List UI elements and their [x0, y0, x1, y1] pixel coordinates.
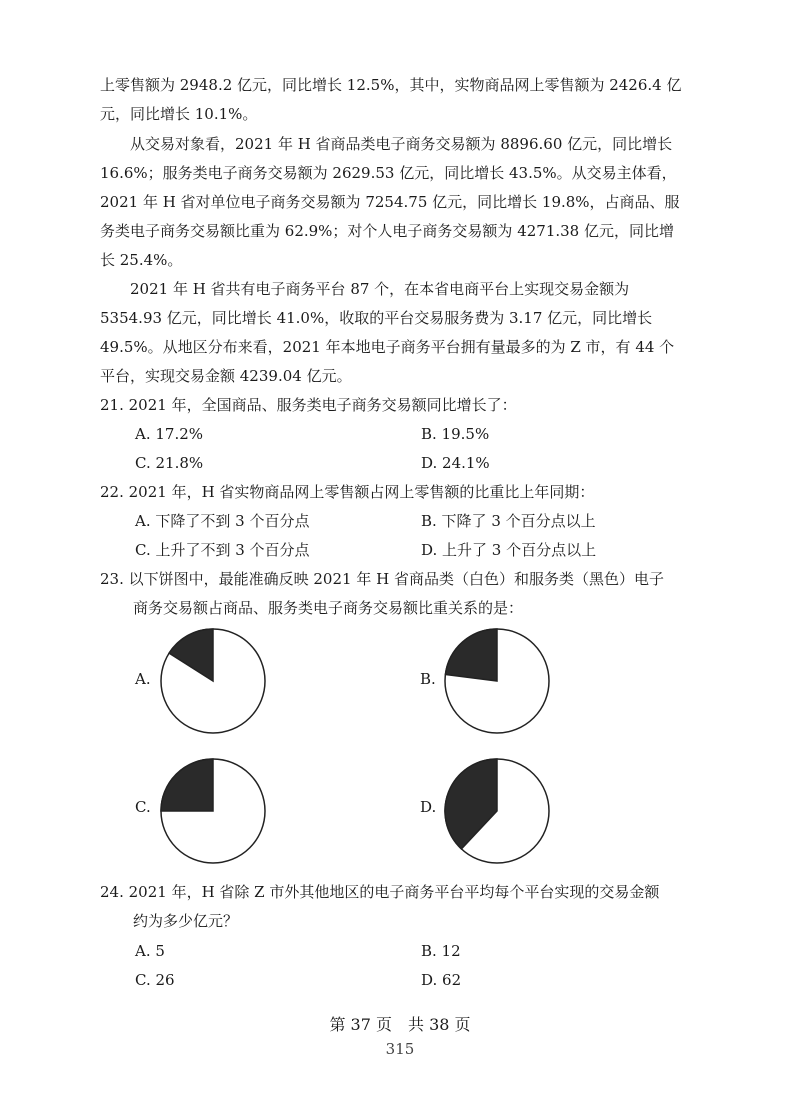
- question-24-option-a: A. 5: [135, 942, 165, 960]
- question-24-option-d: D. 62: [421, 971, 462, 989]
- page-indicator: 第 37 页 共 38 页: [329, 1015, 471, 1034]
- question-22-option-d: D. 上升了 3 个百分点以上: [421, 541, 597, 559]
- question-21-option-b: B. 19.5%: [421, 425, 490, 443]
- question-21-stem: 21. 2021 年，全国商品、服务类电子商务交易额同比增长了：: [100, 396, 517, 414]
- paragraph-1-line-1: 上零售额为 2948.2 亿元，同比增长 12.5%，其中，实物商品网上零售额为 2426.4 亿: [100, 76, 682, 94]
- pie-chart-b: [442, 626, 552, 736]
- page-number: 315: [385, 1040, 415, 1058]
- question-21-option-a: A. 17.2%: [135, 425, 204, 443]
- paragraph-2-line-1: 从交易对象看，2021 年 H 省商品类电子商务交易额为 8896.60 亿元，同比增长: [130, 135, 673, 153]
- question-21-option-c: C. 21.8%: [135, 454, 204, 472]
- paragraph-2-line-2: 16.6%；服务类电子商务交易额为 2629.53 亿元，同比增长 43.5%。从交易主体看，: [100, 164, 677, 182]
- question-22-option-a: A. 下降了不到 3 个百分点: [135, 512, 310, 530]
- pie-chart-c: [158, 756, 268, 866]
- question-23-stem-line-1: 23. 以下饼图中，最能准确反映 2021 年 H 省商品类（白色）和服务类（黑色）电子: [100, 570, 664, 588]
- pie-chart-a: [158, 626, 268, 736]
- question-21-option-d: D. 24.1%: [421, 454, 490, 472]
- paragraph-3-line-2: 5354.93 亿元，同比增长 41.0%，收取的平台交易服务费为 3.17 亿元，同比增长: [100, 309, 653, 327]
- pie-chart-d: [442, 756, 552, 866]
- pie-a-label: A.: [135, 670, 151, 688]
- pie-c-black-slice: [161, 759, 213, 811]
- question-22-option-c: C. 上升了不到 3 个百分点: [135, 541, 310, 559]
- paragraph-3-line-1: 2021 年 H 省共有电子商务平台 87 个，在本省电商平台上实现交易金额为: [130, 280, 630, 298]
- pie-d-label: D.: [420, 798, 437, 816]
- question-24-stem-line-2: 约为多少亿元？: [133, 912, 239, 930]
- paragraph-1-line-2: 元，同比增长 10.1%。: [100, 105, 258, 123]
- question-24-stem-line-1: 24. 2021 年，H 省除 Z 市外其他地区的电子商务平台平均每个平台实现的交易金额: [100, 883, 660, 901]
- paragraph-2-line-3: 2021 年 H 省对单位电子商务交易额为 7254.75 亿元，同比增长 19.8%，占商品、服: [100, 193, 680, 211]
- question-23-stem-line-2: 商务交易额占商品、服务类电子商务交易额比重关系的是：: [133, 599, 524, 617]
- paragraph-3-line-3: 49.5%。从地区分布来看，2021 年本地电子商务平台拥有量最多的为 Z 市，有 44 个: [100, 338, 675, 356]
- question-22-stem: 22. 2021 年，H 省实物商品网上零售额占网上零售额的比重比上年同期：: [100, 483, 595, 501]
- paragraph-2-line-5: 长 25.4%。: [100, 251, 183, 269]
- paragraph-3-line-4: 平台，实现交易金额 4239.04 亿元。: [100, 367, 352, 385]
- question-22-option-b: B. 下降了 3 个百分点以上: [421, 512, 596, 530]
- pie-b-label: B.: [420, 670, 436, 688]
- pie-b-black-slice: [445, 629, 497, 681]
- question-24-option-b: B. 12: [421, 942, 461, 960]
- question-24-option-c: C. 26: [135, 971, 175, 989]
- pie-c-label: C.: [135, 798, 151, 816]
- paragraph-2-line-4: 务类电子商务交易额比重为 62.9%；对个人电子商务交易额为 4271.38 亿元，同比增: [100, 222, 674, 240]
